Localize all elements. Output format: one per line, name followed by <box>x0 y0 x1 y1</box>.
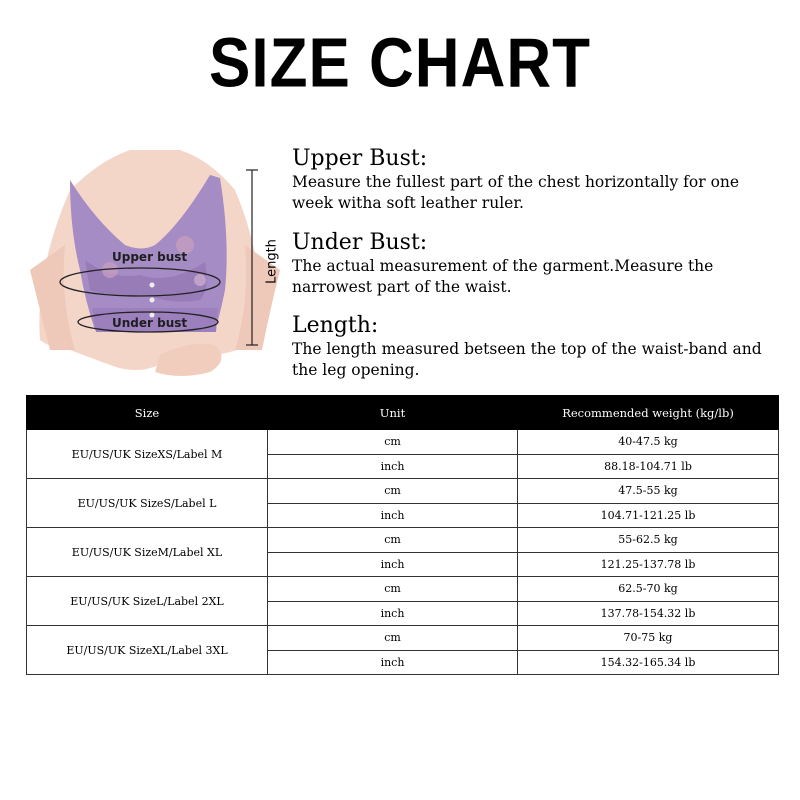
weight-cell: 104.71-121.25 lb <box>518 503 779 528</box>
table-row <box>27 577 779 602</box>
unit-cell: inch <box>268 601 518 626</box>
weight-cell: 62.5-70 kg <box>518 577 779 602</box>
unit-cell: inch <box>268 503 518 528</box>
unit-cell: cm <box>268 626 518 651</box>
length-label: Length <box>264 239 280 284</box>
length-heading: Length: <box>292 313 379 338</box>
under-bust-section <box>292 230 782 298</box>
weight-cell: 88.18-104.71 lb <box>518 454 779 479</box>
unit-cell: inch <box>268 552 518 577</box>
weight-cell: 137.78-154.32 lb <box>518 601 779 626</box>
unit-cell: cm <box>268 528 518 553</box>
table-row <box>27 479 779 504</box>
table-row <box>27 626 779 651</box>
size-cell: EU/US/UK SizeL/Label 2XL <box>27 577 268 626</box>
table-row <box>27 430 779 455</box>
upper-bust-label: Upper bust <box>112 250 188 264</box>
weight-cell: 40-47.5 kg <box>518 430 779 455</box>
bra-illustration <box>30 150 280 382</box>
table-row <box>27 528 779 553</box>
weight-cell: 121.25-137.78 lb <box>518 552 779 577</box>
upper-bust-text: Measure the fullest part of the chest horizontally for one week witha soft leather ruler. <box>292 173 740 212</box>
unit-cell: inch <box>268 650 518 675</box>
unit-cell: cm <box>268 577 518 602</box>
upper-bust-section <box>292 146 782 214</box>
weight-cell: 70-75 kg <box>518 626 779 651</box>
unit-cell: cm <box>268 430 518 455</box>
size-cell: EU/US/UK SizeXL/Label 3XL <box>27 626 268 675</box>
header-unit: Unit <box>268 396 518 430</box>
bra-model-image <box>30 150 280 382</box>
table-header-row <box>27 396 779 430</box>
weight-cell: 47.5-55 kg <box>518 479 779 504</box>
size-cell: EU/US/UK SizeS/Label L <box>27 479 268 528</box>
size-table <box>26 395 779 675</box>
header-weight: Recommended weight (kg/lb) <box>518 396 779 430</box>
unit-cell: cm <box>268 479 518 504</box>
under-bust-heading: Under Bust: <box>292 230 428 255</box>
header-size: Size <box>27 396 268 430</box>
length-section <box>292 313 782 381</box>
size-cell: EU/US/UK SizeXS/Label M <box>27 430 268 479</box>
size-cell: EU/US/UK SizeM/Label XL <box>27 528 268 577</box>
page-title: SIZE CHART <box>209 24 591 103</box>
weight-cell: 154.32-165.34 lb <box>518 650 779 675</box>
weight-cell: 55-62.5 kg <box>518 528 779 553</box>
under-bust-label: Under bust <box>112 316 188 330</box>
unit-cell: inch <box>268 454 518 479</box>
under-bust-text: The actual measurement of the garment.Measure the narrowest part of the waist. <box>292 257 714 296</box>
upper-bust-heading: Upper Bust: <box>292 146 428 171</box>
length-text: The length measured betseen the top of the waist-band and the leg opening. <box>292 340 762 379</box>
